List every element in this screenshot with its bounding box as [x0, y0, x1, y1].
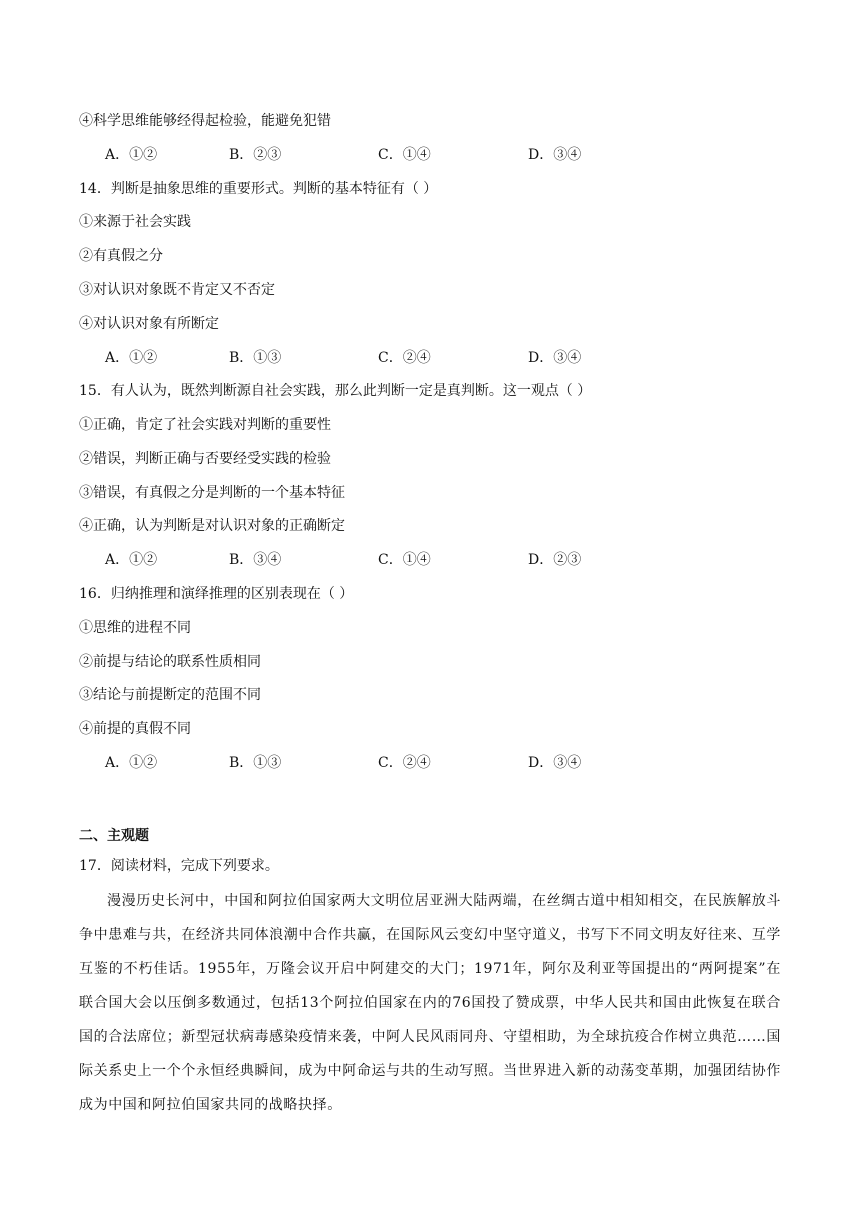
q15-option-c: C．①④: [378, 552, 431, 568]
q14-option-d: D．③④: [528, 350, 582, 366]
q13-option-d: D．③④: [528, 147, 582, 163]
q15-stem: 15．有人认为，既然判断源自社会实践，那么此判断一定是真判断。这一观点（ ）: [79, 383, 592, 399]
q14-option-b: B．①③: [229, 350, 282, 366]
q14-statement-1: ①来源于社会实践: [79, 214, 191, 230]
q14-statement-4: ④对认识对象有所断定: [79, 316, 219, 332]
q16-option-d: D．③④: [528, 755, 582, 771]
q16-statement-3: ③结论与前提断定的范围不同: [79, 687, 261, 703]
q14-statement-3: ③对认识对象既不肯定又不否定: [79, 282, 275, 298]
section-title: 二、主观题: [79, 828, 149, 844]
q16-stem: 16．归纳推理和演绎推理的区别表现在（ ）: [79, 586, 354, 602]
q13-statement-4: ④科学思维能够经得起检验，能避免犯错: [79, 113, 331, 129]
q16-option-a: A．①②: [105, 755, 158, 771]
q15-option-d: D．②③: [528, 552, 582, 568]
q15-statement-1: ①正确，肯定了社会实践对判断的重要性: [79, 417, 331, 433]
q16-option-c: C．②④: [378, 755, 431, 771]
q15-statement-4: ④正确，认为判断是对认识对象的正确断定: [79, 518, 345, 534]
q15-statement-2: ②错误，判断正确与否要经受实践的检验: [79, 451, 331, 467]
q14-option-c: C．②④: [378, 350, 431, 366]
q15-option-a: A．①②: [105, 552, 158, 568]
q14-option-a: A．①②: [105, 350, 158, 366]
q14-stem: 14．判断是抽象思维的重要形式。判断的基本特征有（ ）: [79, 181, 438, 197]
q16-statement-4: ④前提的真假不同: [79, 721, 191, 737]
q14-statement-2: ②有真假之分: [79, 248, 163, 264]
q17-stem: 17．阅读材料，完成下列要求。: [79, 858, 279, 874]
q13-option-c: C．①④: [378, 147, 431, 163]
q15-option-b: B．③④: [229, 552, 282, 568]
q15-statement-3: ③错误，有真假之分是判断的一个基本特征: [79, 485, 345, 501]
q17-material-paragraph: 漫漫历史长河中，中国和阿拉伯国家两大文明位居亚洲大陆两端，在丝绸古道中相知相交，在民族解放斗争中患难与共，在经济共同体浪潮中合作共赢，在国际风云变幻中坚守道义，书写下不同文明友好往来、互学互鉴的不朽佳话。1955年，万隆会议开启中阿建交的大门；1971年，阿尔及利亚等国提出的“两阿提案”在联合国大会以压倒多数通过，包括13个阿拉伯国家在内的76国投了赞成票，中华人民共和国由此恢复在联合国的合法席位；新型冠状病毒感染疫情来袭，中阿人民风雨同舟、守望相助，为全球抗疫合作树立典范……国际关系史上一个个永恒经典瞬间，成为中阿命运与共的生动写照。当世界进入新的动荡变革期，加强团结协作成为中国和阿拉伯国家共同的战略抉择。: [79, 893, 781, 1113]
q16-statement-2: ②前提与结论的联系性质相同: [79, 654, 261, 670]
q16-option-b: B．①③: [229, 755, 282, 771]
q16-statement-1: ①思维的进程不同: [79, 620, 191, 636]
q13-option-b: B．②③: [229, 147, 282, 163]
q13-option-a: A．①②: [105, 147, 158, 163]
